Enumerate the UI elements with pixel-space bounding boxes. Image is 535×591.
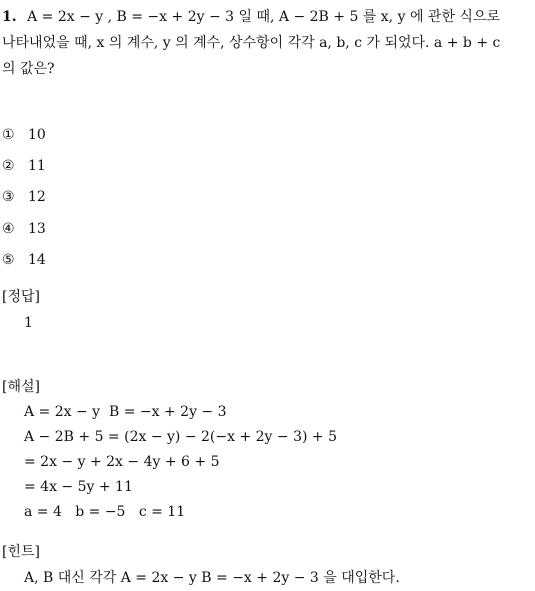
option-3[interactable]	[2, 184, 531, 215]
solution-line: = 2x − y + 2x − 4y + 6 + 5	[24, 453, 220, 470]
option-value: 13	[28, 220, 46, 237]
solution-line: = 4x − 5y + 11	[24, 478, 133, 495]
option-2[interactable]	[2, 153, 531, 184]
option-marker: ①	[2, 127, 15, 143]
solution-line: a = 4 b = −5 c = 11	[24, 503, 186, 520]
question-line-1-text: A = 2x − y , B = −x + 2y − 3 일 때, A − 2B + 5 를 x, y 에 관한 식으로	[27, 9, 500, 25]
solution-line: A − 2B + 5 = (2x − y) − 2(−x + 2y − 3) + 5	[24, 428, 337, 445]
solution-label: [해설]	[2, 378, 40, 395]
option-marker: ③	[2, 189, 15, 206]
problem-page	[0, 4, 535, 586]
answer-value: 1	[24, 314, 33, 331]
hint-section	[2, 539, 531, 591]
option-value: 10	[28, 127, 46, 143]
option-4[interactable]	[2, 216, 531, 247]
option-1[interactable]	[2, 122, 531, 153]
answer-section	[2, 284, 531, 336]
solution-section	[2, 374, 531, 525]
option-value: 12	[28, 189, 46, 206]
question-line-2: 나타내었을 때, x 의 계수, y 의 계수, 상수항이 각각 a, b, c 가 되었다. a + b + c	[2, 35, 501, 51]
question-line-3: 의 값은?	[2, 61, 55, 77]
option-marker: ②	[2, 158, 15, 175]
question-text	[2, 4, 531, 82]
option-5[interactable]	[2, 247, 531, 278]
hint-label: [힌트]	[2, 543, 40, 560]
option-marker: ⑤	[2, 251, 15, 268]
answer-label: [정답]	[2, 288, 40, 305]
option-value: 14	[28, 251, 46, 268]
hint-text: A, B 대신 각각 A = 2x − y B = −x + 2y − 3 을 대입한다.	[24, 569, 400, 586]
answer-options	[2, 122, 531, 278]
question-number: 1.	[2, 9, 17, 25]
option-marker: ④	[2, 220, 15, 237]
question-line-1	[2, 4, 531, 30]
solution-line: A = 2x − y B = −x + 2y − 3	[24, 403, 227, 420]
option-value: 11	[28, 158, 46, 175]
